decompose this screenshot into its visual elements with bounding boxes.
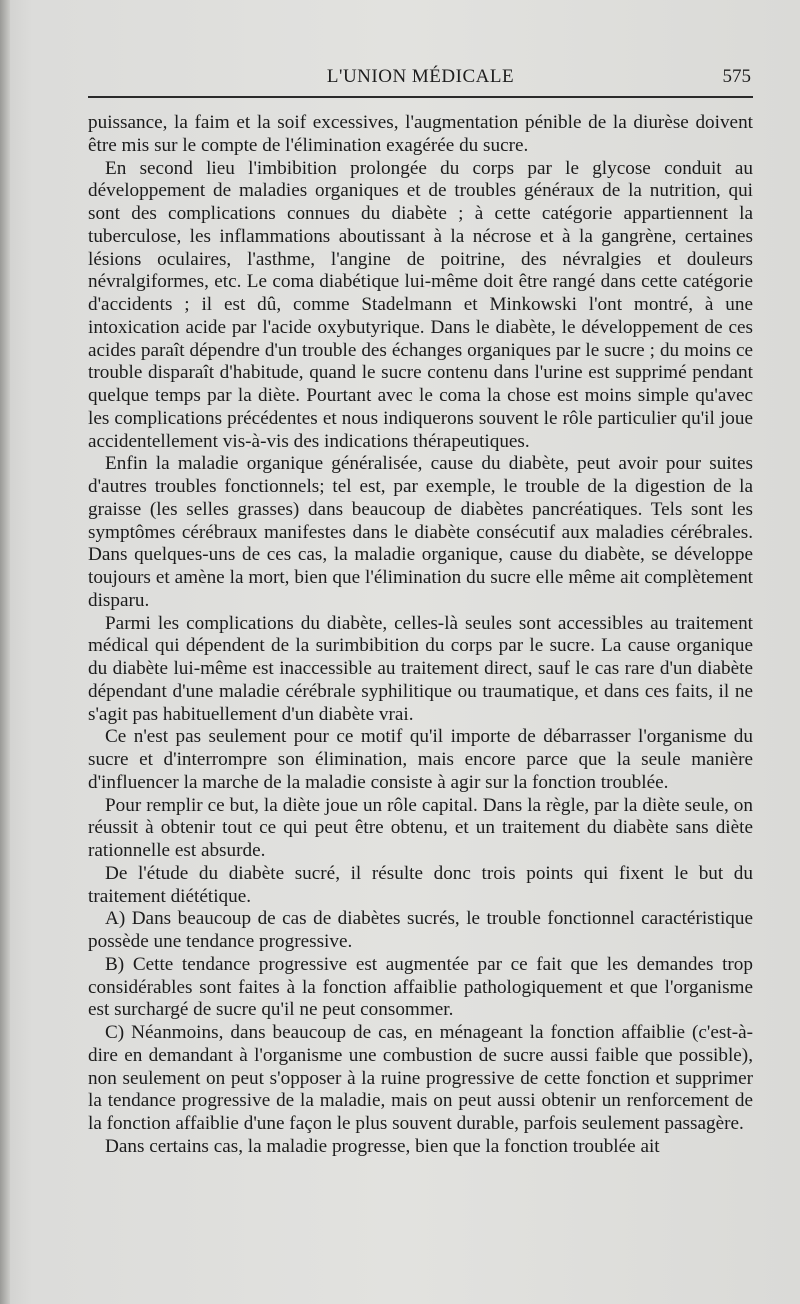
running-title: L'UNION MÉDICALE (326, 66, 515, 87)
page-number: 575 (722, 66, 751, 87)
paragraph: puissance, la faim et la soif excessives, l'augmentation pénible de la diurèse doivent être mis sur le compte de l'élimination exagérée du sucre. (88, 112, 753, 156)
paragraph: Dans certains cas, la maladie progresse, bien que la fonction troublée ait (105, 1135, 660, 1157)
article-body (88, 112, 753, 1159)
paragraph: Enfin la maladie organique généralisée, cause du diabète, peut avoir pour suites d'autres troubles fonctionnels; tel est, par exemple, le trouble de la digestion de la graisse (les selles grasses) dans beaucoup de diabètes pancréatiques. Tels sont les symptômes cérébraux manifestes dans le diabète consécutif aux maladies cérébrales. Dans quelques-uns de ces cas, la maladie organique, cause du diabète, se développe toujours et amène la mort, bien que l'élimination du sucre elle même ait complètement disparu. (88, 453, 753, 611)
page-binding-shadow (0, 0, 10, 1304)
paragraph: Pour remplir ce but, la diète joue un rôle capital. Dans la règle, par la diète seule, on réussit à obtenir tout ce qui peut être obtenu, et un traitement du diabète sans diète rationnelle est absurde. (88, 794, 753, 861)
paragraph: Parmi les complications du diabète, celles-là seules sont accessibles au traitement médical qui dépendent de la surimbibition du corps par le sucre. La cause organique du diabète lui-même est inaccessible au traitement direct, sauf le cas rare d'un diabète dépendant d'une maladie cérébrale syphilitique ou traumatique, et dans ces faits, il ne s'agit pas habituellement d'un diabète vrai. (88, 612, 753, 725)
paragraph: A) Dans beaucoup de cas de diabètes sucrés, le trouble fonctionnel caractéristique possède une tendance progressive. (88, 908, 753, 952)
paragraph: B) Cette tendance progressive est augmentée par ce fait que les demandes trop considérables sont faites à la fonction affaiblie pathologiquement et que l'organisme est surchargé de sucre qu'il ne peut consommer. (88, 953, 753, 1021)
paragraph: Ce n'est pas seulement pour ce motif qu'il importe de débarrasser l'organisme du sucre et d'interrompre son élimination, mais encore parce que la seule manière d'influencer la marche de la maladie consiste à agir sur la fonction troublée. (88, 726, 753, 793)
paragraph: En second lieu l'imbibition prolongée du corps par le glycose conduit au développement de maladies organiques et de troubles généraux de la nutrition, qui sont des complications connues du diabète ; à cette catégorie appartiennent la tuberculose, les inflammations aboutissant à la nécrose et à la gangrène, certaines lésions oculaires, l'asthme, l'angine de poitrine, des névralgies et douleurs névralgiformes, etc. Le coma diabétique lui-même doit être rangé dans cette catégorie d'accidents ; il est dû, comme Stadelmann et Minkowski l'ont montré, à une intoxication acide par l'acide oxybutyrique. Dans le diabète, le développement de ces acides paraît dépendre d'un trouble des échanges organiques par le sucre ; du moins ce trouble disparaît d'habitude, quand le sucre contenu dans l'urine est supprimé pendant quelque temps par la diète. Pourtant avec le coma la chose est moins simple qu'avec les complications précédentes et nous indiquerons souvent le rôle particulier qu'il joue accidentellement vis-à-vis des indications thérapeutiques. (88, 157, 753, 452)
paragraph: C) Néanmoins, dans beaucoup de cas, en ménageant la fonction affaiblie (c'est-à-dire en demandant à l'organisme une combustion de sucre aussi faible que possible), non seulement on peut s'opposer à la ruine progressive de cette fonction et supprimer la tendance progressive de la maladie, mais on peut aussi obtenir un renforcement de la fonction affaiblie d'une façon le plus souvent durable, parfois seulement passagère. (88, 1022, 753, 1134)
page-header (88, 64, 753, 94)
header-rule (88, 96, 753, 98)
paragraph: De l'étude du diabète sucré, il résulte donc trois points qui fixent le but du traitement diététique. (88, 862, 753, 907)
